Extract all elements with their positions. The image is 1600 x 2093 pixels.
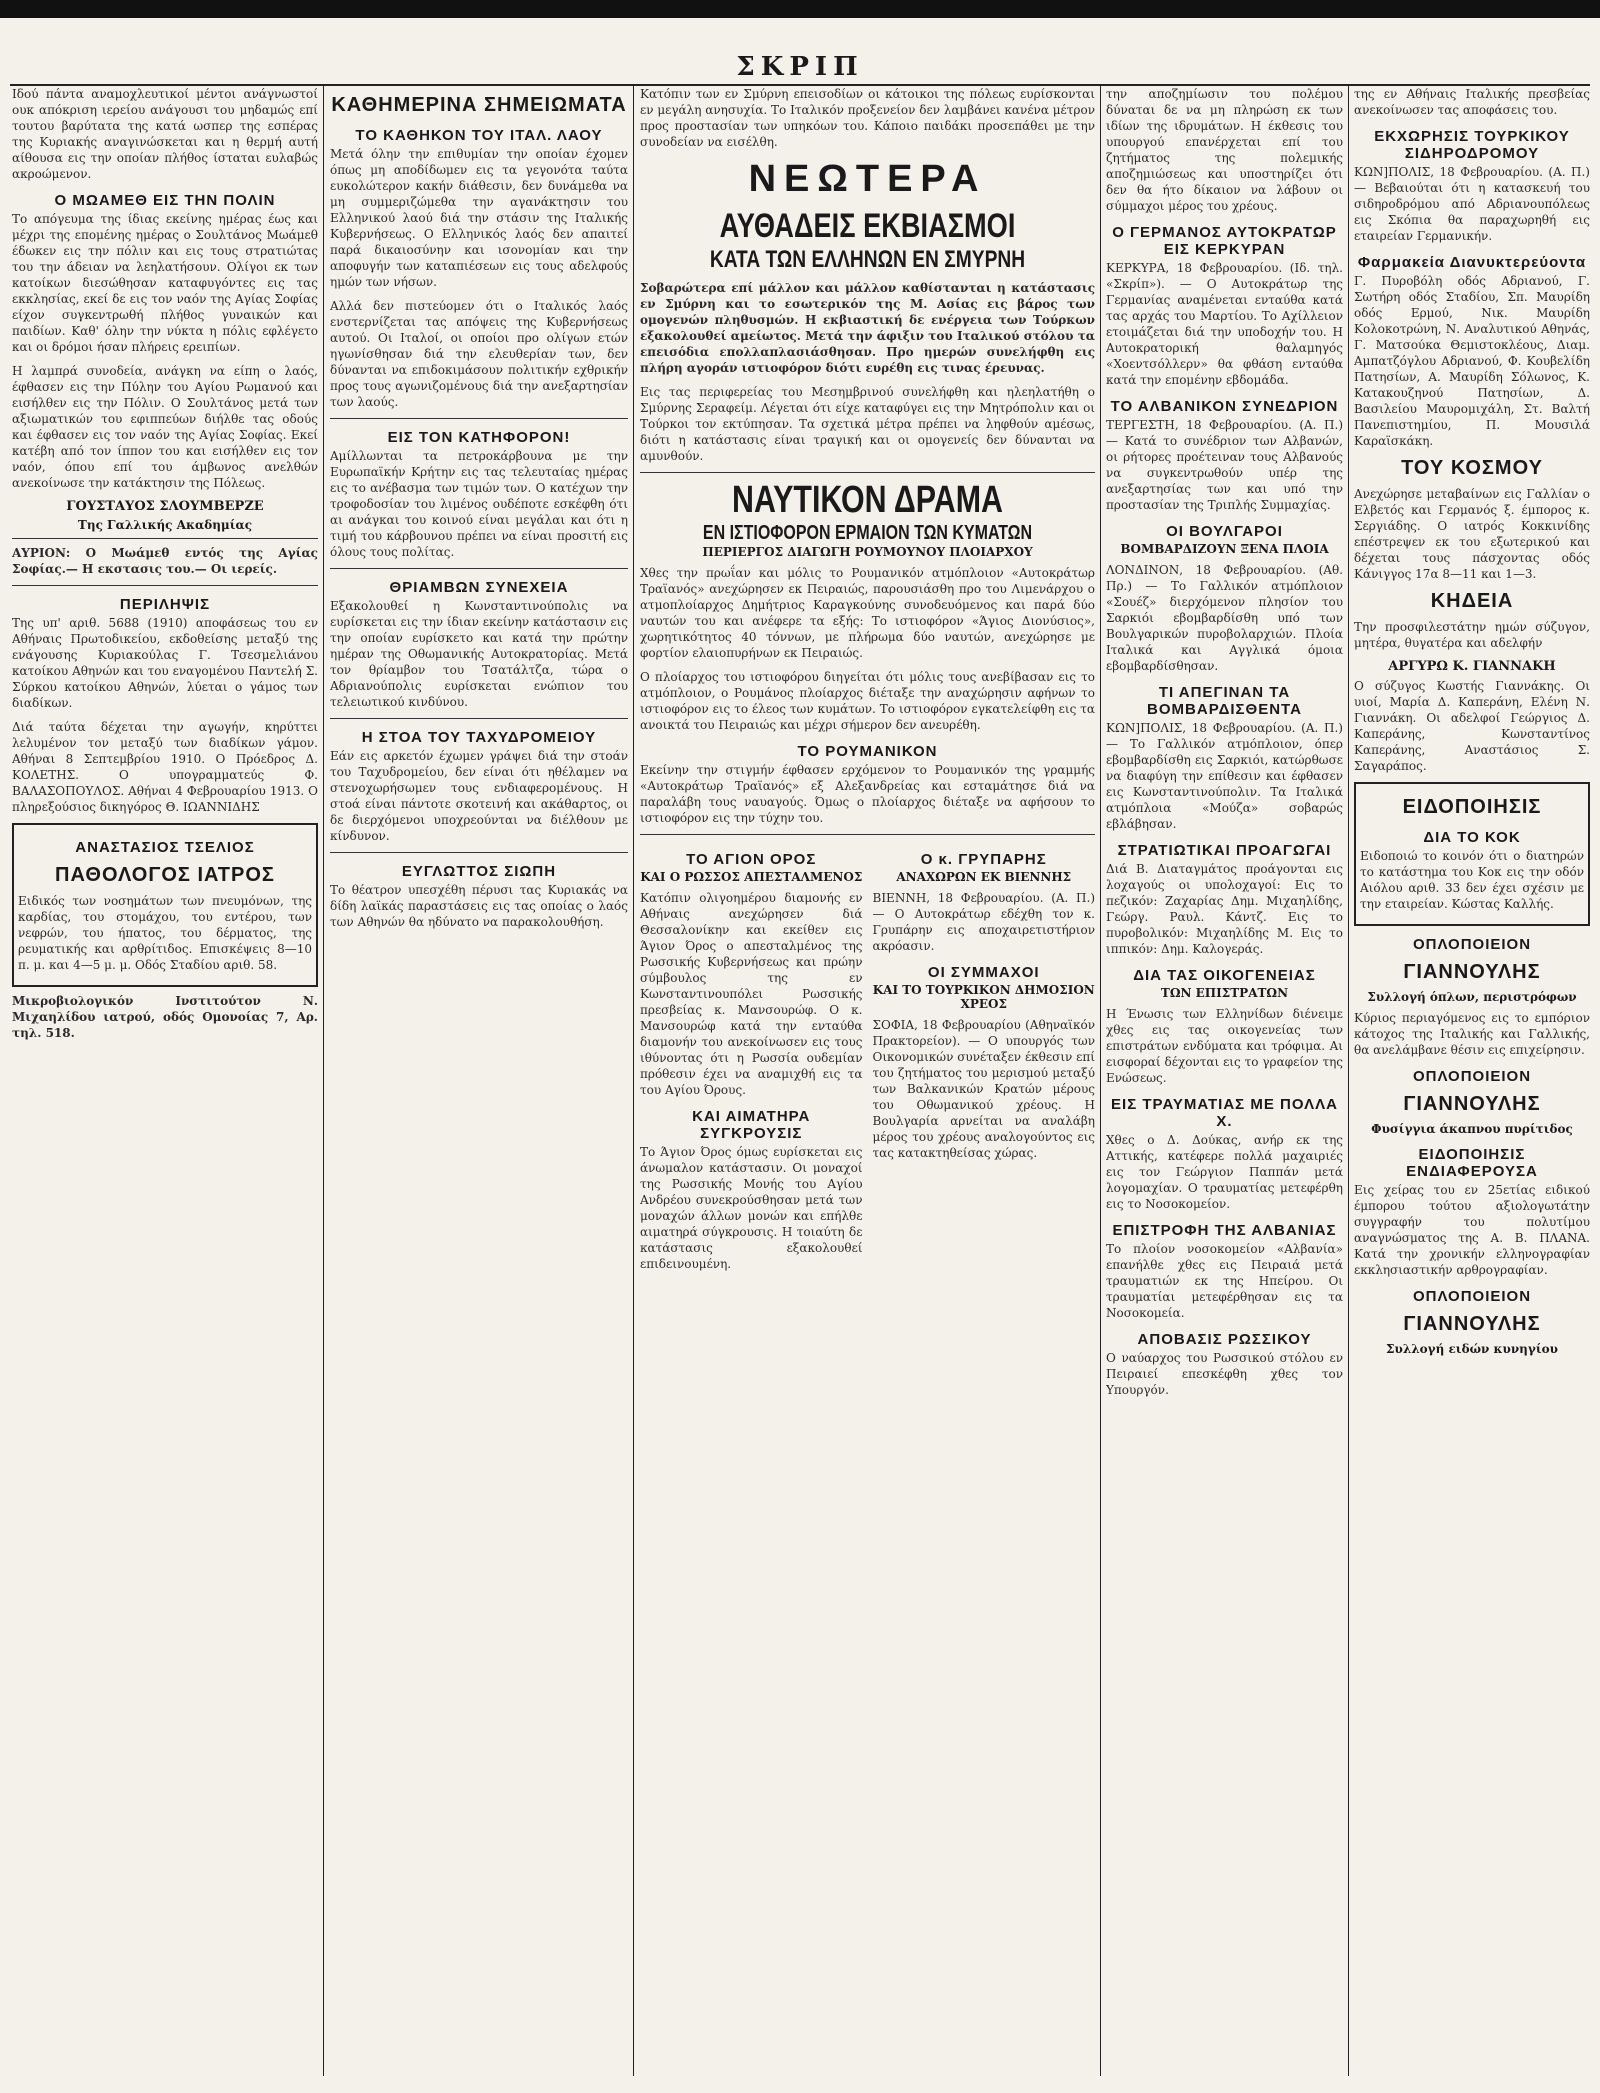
doctor-title: ΠΑΘΟΛΟΓΟΣ ΙΑΤΡΟΣ <box>55 864 275 886</box>
article-headline: ΤΟ ΚΑΘΗΚΟΝ ΤΟΥ ΙΤΑΛ. ΛΑΟΥ <box>355 127 603 144</box>
society-headline: ΤΟΥ ΚΟΣΜΟΥ <box>1401 457 1543 479</box>
article-top: την αποζημίωσιν του πολέμου δύναται δε να μη πληρώση εκ των ιδίων της ιδρυμάτων. Η έκθεσις του υπουργού επανέρχεται επί του ζητήματος της πολεμικής αποζημιώσεως και υποστηρίζει ότι δεν θα ήτο δίκαιον να λάβουν οι σύμμαχοι μέρος του χρέους. <box>1106 87 1343 213</box>
main-headline: ΑΥΘΑΔΕΙΣ ΕΚΒΙΑΣΜΟΙ <box>719 207 1016 245</box>
article-body: Το απόγευμα της ίδιας εκείνης ημέρας έως και μέχρι της επομένης ημέρας ο Σουλτάνος Μωάμεθ έδωκεν εις την πόλιν και εις τους στρατιώτας του την άδειαν να λεηλατήσουν. Ολίγοι εκ των κατοίκων διεσώθησαν καταφυγόντες εις τας εκκλησίας, εκεί δε εις τον ναόν της Αγίας Σοφίας είχον συγκεντρωθή πλήθος γυναικών και παιδίων. Καθ' όλην την νύκτα η πόλις εφλέγετο και οι δρόμοι ήσαν πλήρεις ερειπίων. <box>12 212 318 354</box>
column-rule <box>1100 86 1101 2076</box>
pharmacy-headline: Φαρμακεία Διανυκτερεύοντα <box>1357 254 1587 271</box>
article-body: Χθες ο Δ. Δούκας, ανήρ εκ της Αττικής, κατέφερε πολλά μαχαιριές εις τον Γεώργιον Παππάν μετά λογομαχίαν. Ο τραυματίας μετεφέρθη εις το Νοσοκομείον. <box>1106 1133 1343 1211</box>
two-column-row <box>640 841 1095 1280</box>
drama-body: Χθες την πρωΐαν και μόλις το Ρουμανικόν ατμόπλοιον «Αυτοκράτωρ Τραϊανός» ανεχώρησεν εκ Πειραιώς, παρουσιάσθη προ του Λιμενάρχου ο ατμοπλοίαρχος Δημήτριος Καραγκούνης συνοδευόμενος και παρά δύο ναυτών του και ανέφερε τα εξής: Το ιστιοφόρον «Άγιος Διονύσιος», χωρητικότητος 40 τόννων, με πλήρωμα δύο ναυτών, ανεχώρησε με φορτίον ελαιοπυρήνων εκ Πειραιώς. <box>640 566 1095 660</box>
latest-news-banner: ΝΕΩΤΕΡΑ <box>748 158 987 200</box>
funeral-body: Ο σύζυγος Κωστής Γιαννάκης. Οι υιοί, Μαρία Δ. Καπεράνη, Ελένη Ν. Γιαννάκη. Οι αδελφοί Γεώργιος Δ. Καπεράνης, Κωνσταντίνος Καπεράνης, Αναστάσιος Σ. Σαγαράπος. <box>1354 679 1590 773</box>
article-body: Το θέατρον υπεσχέθη πέρυσι τας Κυριακάς να δίδη λαϊκάς παραστάσεις εις τας οποίας ο λαός των Αθηνών θα ηδύνατο να παρακολουθήση. <box>330 883 628 929</box>
article-headline: ΚΑΙ ΑΙΜΑΤΗΡΑ ΣΥΓΚΡΟΥΣΙΣ <box>692 1108 811 1142</box>
article-subheadline: ΤΩΝ ΕΠΙΣΤΡΑΤΩΝ <box>1160 986 1289 1000</box>
notice-subheadline: ΔΙΑ ΤΟ ΚΟΚ <box>1423 829 1521 846</box>
article-body: Μετά όλην την επιθυμίαν την οποίαν έχομεν όπως μη αποδίδωμεν εις τα γεγονότα ταύτα ευκολώτερον κακήν διάθεσιν, δεν δυνάμεθα να μη συμμεριζώμεθα την αγανάκτησιν του Ελληνικού λαού διά την στάσιν της Ιταλικής Κυβερνήσεως. Ο Ελληνικός λαός δεν απαιτεί παρά δικαιοσύνην και ισονομίαν και την αποφυγήν των καταπιέσεων εις τους αδελφούς ημών των νήσων. <box>330 147 628 289</box>
notice-body: Της υπ' αριθ. 5688 (1910) αποφάσεως του εν Αθήναις Πρωτοδικείου, εκδοθείσης μεταξύ της ενάγουσης Κυριακούλας Γ. Τσεσμελιάνου κατοίκου Αθηνών και του εναγομένου Παντελή Σ. Σύρκου κατοίκου Αθηνών, λύεται ο γάμος των διαδίκων. <box>12 616 318 710</box>
drama-kicker: ΠΕΡΙΕΡΓΟΣ ΔΙΑΓΩΓΗ ΡΟΥΜΟΥΝΟΥ ΠΛΟΙΑΡΧΟΥ <box>702 545 1033 559</box>
article-body: Κατόπιν ολιγοημέρου διαμονής εν Αθήναις ανεχώρησεν διά Θεσσαλονίκην και εκείθεν εις Άγιον Όρος ο απεσταλμένος της Ρωσσικής Κυβερνήσεως και πρώην σύμβουλος της εν Κωνσταντινουπόλει Ρωσσικής πρεσβείας κ. Μανσουρώφ. Ο κ. Μανσουρώφ κατά την ενταύθα διαμονήν του ανεκοίνωσεν εις τους ιθύνοντας ότι η Ρωσσία ουδεμίαν πρόθεσιν έχει να αναμιχθή εις τα του Αγίου Όρους. <box>640 891 863 1097</box>
column-rule <box>1348 86 1349 2076</box>
divider <box>640 472 1095 473</box>
article-headline: ΕΙΣ ΤΟΝ ΚΑΤΗΦΟΡΟΝ! <box>387 429 571 446</box>
gunshop-sub: Φυσίγγια άκαπνου πυρίτιδος <box>1371 1122 1573 1136</box>
article-subheadline: ΑΝΑΧΩΡΩΝ ΕΚ ΒΙΕΝΝΗΣ <box>896 870 1072 884</box>
article-subheadline: ΚΑΙ ΤΟ ΤΟΥΡΚΙΚΟΝ ΔΗΜΟΣΙΟΝ ΧΡΕΟΣ <box>872 983 1095 1011</box>
drama-subheadline: ΕΝ ΙΣΤΙΟΦΟΡΟΝ ΕΡΜΑΙΟΝ ΤΩΝ ΚΥΜΑΤΩΝ <box>702 522 1033 544</box>
article-headline: ΘΡΙΑΜΒΩΝ ΣΥΝΕΧΕΙΑ <box>389 579 569 596</box>
notice-headline: ΕΙΔΟΠΟΙΗΣΙΣ ΕΝΔΙΑΦΕΡΟΥΣΑ <box>1406 1146 1538 1180</box>
article-body: ΤΕΡΓΕΣΤΗ, 18 Φεβρουαρίου. (Α. Π.) — Κατά το συνέδριον των Αλβανών, οι ρήτορες προέτειναν τους Αλβανούς να συγκεντρωθούν υπέρ της ανεξαρτησίας των και υπό την προστασίαν της Τριπλής Συμμαχίας. <box>1106 418 1343 512</box>
column-rule <box>633 86 634 2076</box>
article-headline: Η ΣΤΟΑ ΤΟΥ ΤΑΧΥΔΡΟΜΕΙΟΥ <box>361 729 597 746</box>
article-body: Το Άγιον Όρος όμως ευρίσκεται εις άνωμαλον κατάστασιν. Οι μοναχοί της Ρωσσικής Μονής του Αγίου Ανδρέου συνεκρούσθησαν μετά των μοναχών άλλων μονών και επήλθε αιματηρά σύγκρουσις. Η τοιαύτη δε κατάστασις εξακολουθεί επιδεινουμένη. <box>640 1145 863 1271</box>
article-body: Ο ναύαρχος του Ρωσσικού στόλου εν Πειραιεί επεσκέφθη χθες τον Υπουργόν. <box>1106 1351 1343 1397</box>
article-body: ΚΩΝ]ΠΟΛΙΣ, 18 Φεβρουαρίου. (Α. Π.) — Το Γαλλικόν ατμόπλοιον, όπερ εβομβαρδίσθη εις Σαρκιόι, κατώρθωσε να διαφύγη την επίθεσιν και έφθασεν εις Κωνσταντινούπολιν. Τα Ιταλικά ατμόπλοια «Μούζα» σοβαρώς εβλάβησαν. <box>1106 721 1343 831</box>
kok-notice <box>1354 782 1590 926</box>
classified-body: Κύριος περιαγόμενος εις το εμπόριον κάτοχος της Ιταλικής και Γαλλικής, θα ανελάμβανε θέσιν εις επιχείρησιν. <box>1354 1011 1590 1057</box>
article-subheadline: ΒΟΜΒΑΡΔΙΖΟΥΝ ΞΕΝΑ ΠΛΟΙΑ <box>1120 542 1329 556</box>
gunshop-sub: Συλλογή όπλων, περιστρόφων <box>1367 990 1577 1004</box>
top-border-bar <box>0 0 1600 18</box>
article-headline: ΣΤΡΑΤΙΩΤΙΚΑΙ ΠΡΟΑΓΩΓΑΙ <box>1117 842 1332 859</box>
institute-ad: Μικροβιολογικόν Ινστιτούτον Ν. Μιχαηλίδου ιατρού, οδός Ομονοίας 7, Αρ. τηλ. 518. <box>12 994 318 1040</box>
article-body: ΚΩΝ]ΠΟΛΙΣ, 18 Φεβρουαρίου. (Α. Π.) — Βεβαιούται ότι η κατασκευή του σιδηροδρόμου από Αδριανουπόλεως εις Σκόπια θα παραχωρηθή εις εταιρείαν Γερμανικήν. <box>1354 165 1590 243</box>
funeral-name: ΑΡΓΥΡΩ Κ. ΓΙΑΝΝΑΚΗ <box>1388 659 1556 674</box>
masthead-title: ΣΚΡΙΠ <box>736 52 864 82</box>
divider <box>330 852 628 853</box>
article-headline: ΤΟ ΡΟΥΜΑΝΙΚΟΝ <box>797 743 938 760</box>
article-body: Η λαμπρά συνοδεία, ανάγκη να είπη ο λαός, έφθασεν εις την Πύλην του Αγίου Ρωμανού και εισήλθεν εις την Πόλιν. Ο Σουλτάνος μετά των αξιωματικών του εφιππεύων διήλθε τας οδούς και έφθασεν εις τον ναόν της Αγίας Σοφίας. Εκεί κατέβη από τον ίππον του και εισήλθεν εις τον ναόν, όπου επί του άμβωνος ανελθών ανεκοίνωσε την κατάκτησιν της Πόλεως. <box>12 364 318 490</box>
divider <box>12 585 318 586</box>
doctor-ad <box>12 823 318 987</box>
article-headline: ΤΟ ΑΛΒΑΝΙΚΟΝ ΣΥΝΕΔΡΙΟΝ <box>1110 398 1339 415</box>
section-title: ΚΑΘΗΜΕΡΙΝΑ ΣΗΜΕΙΩΜΑΤΑ <box>331 94 627 116</box>
article-top: Κατόπιν των εν Σμύρνη επεισοδίων οι κάτοικοι της πόλεως ευρίσκονται εν μεγάλη ανησυχία. Το Ιταλικόν προξενείον δεν λαμβάνει κανένα μέτρον προς προστασίαν των υπηκόων του. Κάποιο παιδάκι προσεπάθει με την συνοδείαν να εισέλθη. <box>640 87 1095 149</box>
article-headline: ΤΙ ΑΠΕΓΙΝΑΝ ΤΑ ΒΟΜΒΑΡΔΙΣΘΕΝΤΑ <box>1147 684 1302 718</box>
article-body: Εκείνην την στιγμήν έφθασεν ερχόμενον το Ρουμανικόν της γραμμής «Αυτοκράτωρ Τραϊανός» εξ Αλεξανδρείας και εσταμάτησε διά να παραλάβη τους ναυαγούς. Όμως ο πλοίαρχος διέταξε να αφήσουν το ιστιοφόρον εις την τύχην του. <box>640 763 1095 825</box>
lead-body: Σοβαρώτερα επί μάλλον και μάλλον καθίστανται η κατάστασις εν Σμύρνη και το εσωτερικόν της Μ. Ασίας εις βάρος των ομογενών πληθυσμών. Η εκβιαστική δε ενέργεια των Τούρκων εξακολουθεί αμείωτος. Μετά την άφιξιν του Ιταλικού στόλου τα επεισόδια επολλαπλασιάσθησαν. Προ ημερών συνελήφθη εις πλήρη αγοράν ιστιοφόρον διότι ευρέθη εις τινας έρευνας. <box>640 281 1095 375</box>
article-subheadline: ΚΑΙ Ο ΡΩΣΣΟΣ ΑΠΕΣΤΑΛΜΕΝΟΣ <box>640 870 863 884</box>
article-body: ΣΟΦΙΑ, 18 Φεβρουαρίου (Αθηναϊκόν Πρακτορείον). — Ο υπουργός των Οικονομικών συνέταξεν έκθεσιν επί του ζητήματος του μερισμού μεταξύ των Βαλκανικών Κρατών μέρους του Οθωμανικού χρέους. Η Βουλγαρία αρνείται να αναλάβη μέρος του χρέους αναλογούντος εις τας κατακτηθείσας χώρας. <box>872 1018 1095 1160</box>
article-headline: ΑΠΟΒΑΣΙΣ ΡΩΣΣΙΚΟΥ <box>1137 1331 1312 1348</box>
column-1 <box>12 86 318 2073</box>
column-2 <box>330 86 628 2073</box>
divider <box>330 718 628 719</box>
article-body: Η Ένωσις των Ελληνίδων διένειμε χθες εις τας οικογενείας των επιστράτων ενδύματα και τρόφιμα. Αι εισφοραί δέχονται εις το γραφείον της Ενώσεως. <box>1106 1007 1343 1085</box>
notice-headline: ΕΙΔΟΠΟΙΗΣΙΣ <box>1402 796 1542 818</box>
next-issue-teaser: ΑΥΡΙΟΝ: Ο Μωάμεθ εντός της Αγίας Σοφίας.— Η εκστασις του.— Οι ιερείς. <box>12 546 318 576</box>
notice-body: Ειδοποιώ το κοινόν ότι ο διατηρών το κατάστημα του Κοκ εις την οδόν Αιόλου αριθ. 33 δεν έχει σχέσιν με την εταιρείαν. Κώστας Καλλής. <box>1360 849 1584 911</box>
column-4 <box>1106 86 1343 2073</box>
drama-body: Ο πλοίαρχος του ιστιοφόρου διηγείται ότι μόλις τους ανεβίβασαν εις το ατμόπλοιον, ο Ρουμάνος πλοίαρχος διέταξε την αναχώρησιν αφήνων το ιστιοφόρον εις το έλεος των κυμάτων. Το ιστιοφόρον εγκατελείφθη εις τα ανοικτά του Πειραιώς και μέχρι σήμερον δεν ανευρέθη. <box>640 670 1095 732</box>
pharmacy-list: Γ. Πυροβόλη οδός Αδριανού, Γ. Σωτήρη οδός Σταδίου, Σπ. Μαυρίδη οδός Ερμού, Νικ. Μαυρίδη Κολοκοτρώνη, Ν. Αναλυτικού Αθηνάς, Γ. Ματσούκα Θεμιστοκλέους, Διαμ. Αμπατζόγλου Αδριανού, Φ. Κουβελίδη Πατησίων, Α. Μαυρίδη Σόλωνος, Κ. Κατακουζηνού Πατησίων, Δ. Βασιλείου Μαυρομιχάλη, Στ. Βαλτή Πανεπιστημίου, Π. Μουσιλά Καραϊσκάκη. <box>1354 274 1590 448</box>
gunshop-name: ΓΙΑΝΝΟΥΛΗΣ <box>1403 1313 1541 1335</box>
article-headline: ΟΙ ΒΟΥΛΓΑΡΟΙ <box>1166 523 1283 540</box>
gunshop-sub: Συλλογή ειδών κυνηγίου <box>1386 1342 1558 1356</box>
gunshop-name: ΓΙΑΝΝΟΥΛΗΣ <box>1403 961 1541 983</box>
divider <box>330 568 628 569</box>
gunshop-label: ΟΠΛΟΠΟΙΕΙΟΝ <box>1412 1068 1532 1085</box>
lead-body: Εις τας περιφερείας του Μεσημβρινού συνελήφθη και ηλεηλατήθη ο Σμύρνης Σεραφείμ. Λέγεται ότι είχε καταφύγει εις την Μητρόπολιν και οι Τούρκοι τον εκτύπησαν. Τα σχετικά μέτρα πρέπει να ληφθούν αμέσως, διότι η κατάστασις είναι τραγική και οι ομογενείς δεν δύνανται να αμυνθούν. <box>640 385 1095 463</box>
drama-headline: ΝΑΥΤΙΚΟΝ ΔΡΑΜΑ <box>731 479 1004 521</box>
athos-article <box>640 841 863 1280</box>
article-body: Διά Β. Διαταγμάτος προάγονται εις λοχαγούς οι υπολοχαγοί: Εις το πεζικόν: Ζαχαρίας Δημ. Μιχαηλίδης, Γεώργ. Ραυλ. Κάντζ. Εις το πυροβολικόν: Μιχαηλίδης Μ. Εις το ιππικόν: Δημ. Καλογεράς. <box>1106 862 1343 956</box>
divider <box>330 418 628 419</box>
society-body: Ανεχώρησε μεταβαίνων εις Γαλλίαν ο Ελβετός και Γερμανός ξ. έμπορος κ. Σεργιάδης. Ο ιατρός Κοκκινίδης επέστρεψεν εκ του εξωτερικού και δέχεται τους πάσχοντας οδός Κάνιγγος 17α 8—11 και 1—3. <box>1354 487 1590 581</box>
notice-body: Διά ταύτα δέχεται την αγωγήν, κηρύττει λελυμένον τον μεταξύ των διαδίκων γάμον. Αθήναι 8 Σεπτεμβρίου 1910. Ο Πρόεδρος Δ. ΚΟΛΕΤΗΣ. Ο υπογραμματεύς Φ. ΒΑΛΑΣΟΠΟΥΛΟΣ. Αθήναι 4 Φεβρουαρίου 1913. Ο πληρεξούσιος δικηγόρος Θ. ΙΩΑΝΝΙΔΗΣ <box>12 720 318 814</box>
divider <box>12 538 318 539</box>
article-top: της εν Αθήναις Ιταλικής πρεσβείας ανεκοίνωσεν τας αποφάσεις του. <box>1354 87 1590 117</box>
gunshop-label: ΟΠΛΟΠΟΙΕΙΟΝ <box>1412 936 1532 953</box>
article-body: ΚΕΡΚΥΡΑ, 18 Φεβρουαρίου. (Ιδ. τηλ. «Σκρίπ»). — Ο Αυτοκράτωρ της Γερμανίας αναμένεται ενταύθα κατά τας αρχάς του Μαρτίου. Το Αχίλλειον ετοιμάζεται διά την υποδοχήν του. Η Αυτοκρατορική θαλαμηγός «Χοεντσόλλερν» θα φθάση ενταύθα κατά την επομένην εβδομάδα. <box>1106 261 1343 387</box>
article-intro: Ιδού πάντα αναμοχλευτικοί μέντοι ανάγνωστοί ουκ απόκριση ιερείου ανάγουσι του μηδαμώς επί τουτου βαρύτατα της κατά ωσπερ της εσπέρας της Κυριακής αναγινώσκεται και η θερμή αυτή αίθουσα εις την οποίαν πλήθος ίσταται ευλαβώς ακροώμενον. <box>12 87 318 181</box>
article-headline: ΟΙ ΣΥΜΜΑΧΟΙ <box>927 964 1040 981</box>
main-subheadline: ΚΑΤΑ ΤΩΝ ΕΛΛΗΝΩΝ ΕΝ ΣΜΥΡΝΗ <box>709 246 1026 273</box>
article-body: Αμίλλωνται τα πετροκάρβουνα με την Ευρωπαϊκήν Κρήτην εις τας τελευταίας ημέρας εις το ανέβασμα των τιμών των. Ο κατέχων την τροφοδοσίαν του λιμένος ουδέποτε εσκέφθη ότι αι ανάγκαι του κοινού είναι μεγάλαι και ότι η τιμή του κάρβουνου πρέπει να είναι προσιτή εις όλους τους πολίτας. <box>330 449 628 559</box>
article-headline: ΕΙΣ ΤΡΑΥΜΑΤΙΑΣ ΜΕ ΠΟΛΛΑ Χ. <box>1111 1096 1338 1130</box>
column-rule <box>323 86 324 2076</box>
author-signature: ΓΟΥΣΤΑΥΟΣ ΣΛΟΥΜΒΕΡΖΕ <box>66 499 264 514</box>
article-body: Αλλά δεν πιστεύομεν ότι ο Ιταλικός λαός ενστερνίζεται τας απόψεις της Κυβερνήσεως αυτού. Οι Ιταλοί, οι οποίοι προ ολίγων ετών ηγωνίσθησαν διά την ελευθερίαν των, δεν δύνανται να επιδοκιμάσουν πολιτικήν εχθρικήν προς τους αγωνιζομένους διά την ανεξαρτησίαν των λαούς. <box>330 299 628 409</box>
article-body: ΒΙΕΝΝΗ, 18 Φεβρουαρίου. (Α. Π.) — Ο Αυτοκράτωρ εδέχθη τον κ. Γρυπάρην εις αποχαιρετιστήριον ακρόασιν. <box>872 891 1095 953</box>
article-headline: ΤΟ ΑΓΙΟΝ ΟΡΟΣ <box>686 851 817 868</box>
article-headline: ΕΠΙΣΤΡΟΦΗ ΤΗΣ ΑΛΒΑΝΙΑΣ <box>1112 1222 1337 1239</box>
funeral-intro: Την προσφιλεστάτην ημών σύζυγον, μητέρα, θυγατέρα και αδελφήν <box>1354 620 1590 650</box>
article-body: ΛΟΝΔΙΝΟΝ, 18 Φεβρουαρίου. (Αθ. Πρ.) — Το Γαλλικόν ατμόπλοιον «Σουέζ» διερχόμενον πλησίον του Σαρκιόι εβομβαρδίσθη υπό των Βουλγαρικών πυροβολαρχιών. Πλοία Ιταλικά και Αγγλικά όμοια εβομβαρδίσθησαν. <box>1106 563 1343 673</box>
article-headline: ΔΙΑ ΤΑΣ ΟΙΚΟΓΕΝΕΙΑΣ <box>1133 967 1316 984</box>
article-headline: Ο ΓΕΡΜΑΝΟΣ ΑΥΤΟΚΡΑΤΩΡ ΕΙΣ ΚΕΡΚΥΡΑΝ <box>1112 224 1337 258</box>
author-affiliation: Της Γαλλικής Ακαδημίας <box>77 518 253 532</box>
column-3 <box>640 86 1095 2073</box>
gunshop-name: ΓΙΑΝΝΟΥΛΗΣ <box>1403 1093 1541 1115</box>
article-body: Εξακολουθεί η Κωνσταντινούπολις να ευρίσκεται εις την ίδιαν εκείνην κατάστασιν εις την οποίαν ευρίσκετο και κατά την πρώτην ημέραν της Οθωμανικής Αυτοκρατορίας. Μετά τον θρίαμβον του Τσατάλτζα, τώρα ο Αδριανούπολις ευρίσκεται ενώπιον του τελειωτικού κινδύνου. <box>330 599 628 709</box>
notice-headline: ΠΕΡΙΛΗΨΙΣ <box>119 596 211 613</box>
doctor-name: ΑΝΑΣΤΑΣΙΟΣ ΤΣΕΛΙΟΣ <box>75 839 255 856</box>
gunshop-label: ΟΠΛΟΠΟΙΕΙΟΝ <box>1412 1288 1532 1305</box>
article-headline: Ο κ. ΓΡΥΠΑΡΗΣ <box>920 851 1047 868</box>
divider <box>640 834 1095 835</box>
doctor-ad-text: Ειδικός των νοσημάτων των πνευμόνων, της καρδίας, του στομάχου, του εντέρου, των νεφρών, του ήπατος, του δέρματος, της ρευματικής και αρθρίτιδος. Επισκέψεις 8—10 π. μ. και 4—5 μ. μ. Οδός Σταδίου αριθ. 58. <box>18 894 312 972</box>
grypari-article <box>873 841 1096 1280</box>
article-headline: ΕΚΧΩΡΗΣΙΣ ΤΟΥΡΚΙΚΟΥ ΣΙΔΗΡΟΔΡΟΜΟΥ <box>1374 128 1570 162</box>
notice-body: Εις χείρας του εν 25ετίας ειδικού έμπορου τούτου αξιολογωτάτην συγγραφήν του πολυτίμου αναγνώσματος της Α. Β. ΠΛΑΝΑ. Κατά την χρονικήν ελληνογραφίαν εκκλησιαστικήν αρθρογραφίαν. <box>1354 1183 1590 1277</box>
article-body: Το πλοίον νοσοκομείον «Αλβανία» επανήλθε χθες εις Πειραιά μετά τραυματιών εκ της Ηπείρου. Οι τραυματίαι μετεφέρθησαν εις τα Νοσοκομεία. <box>1106 1242 1343 1320</box>
article-body: Εάν εις αρκετόν έχωμεν γράψει διά την στοάν του Ταχυδρομείου, δεν είναι ότι ηθέλαμεν να στενοχωρήσωμεν τους ενδιαφερομένους. Η στοά είναι πάντοτε σκοτεινή και ακάθαρτος, οι δε διερχόμενοι υποχρεούνται να διέλθουν με κίνδυνον. <box>330 749 628 843</box>
funeral-headline: ΚΗΔΕΙΑ <box>1430 590 1514 612</box>
column-5 <box>1354 86 1590 2073</box>
article-headline: Ο ΜΩΑΜΕΘ ΕΙΣ ΤΗΝ ΠΟΛΙΝ <box>54 192 276 209</box>
article-headline: ΕΥΓΛΩΤΤΟΣ ΣΙΩΠΗ <box>401 863 557 880</box>
